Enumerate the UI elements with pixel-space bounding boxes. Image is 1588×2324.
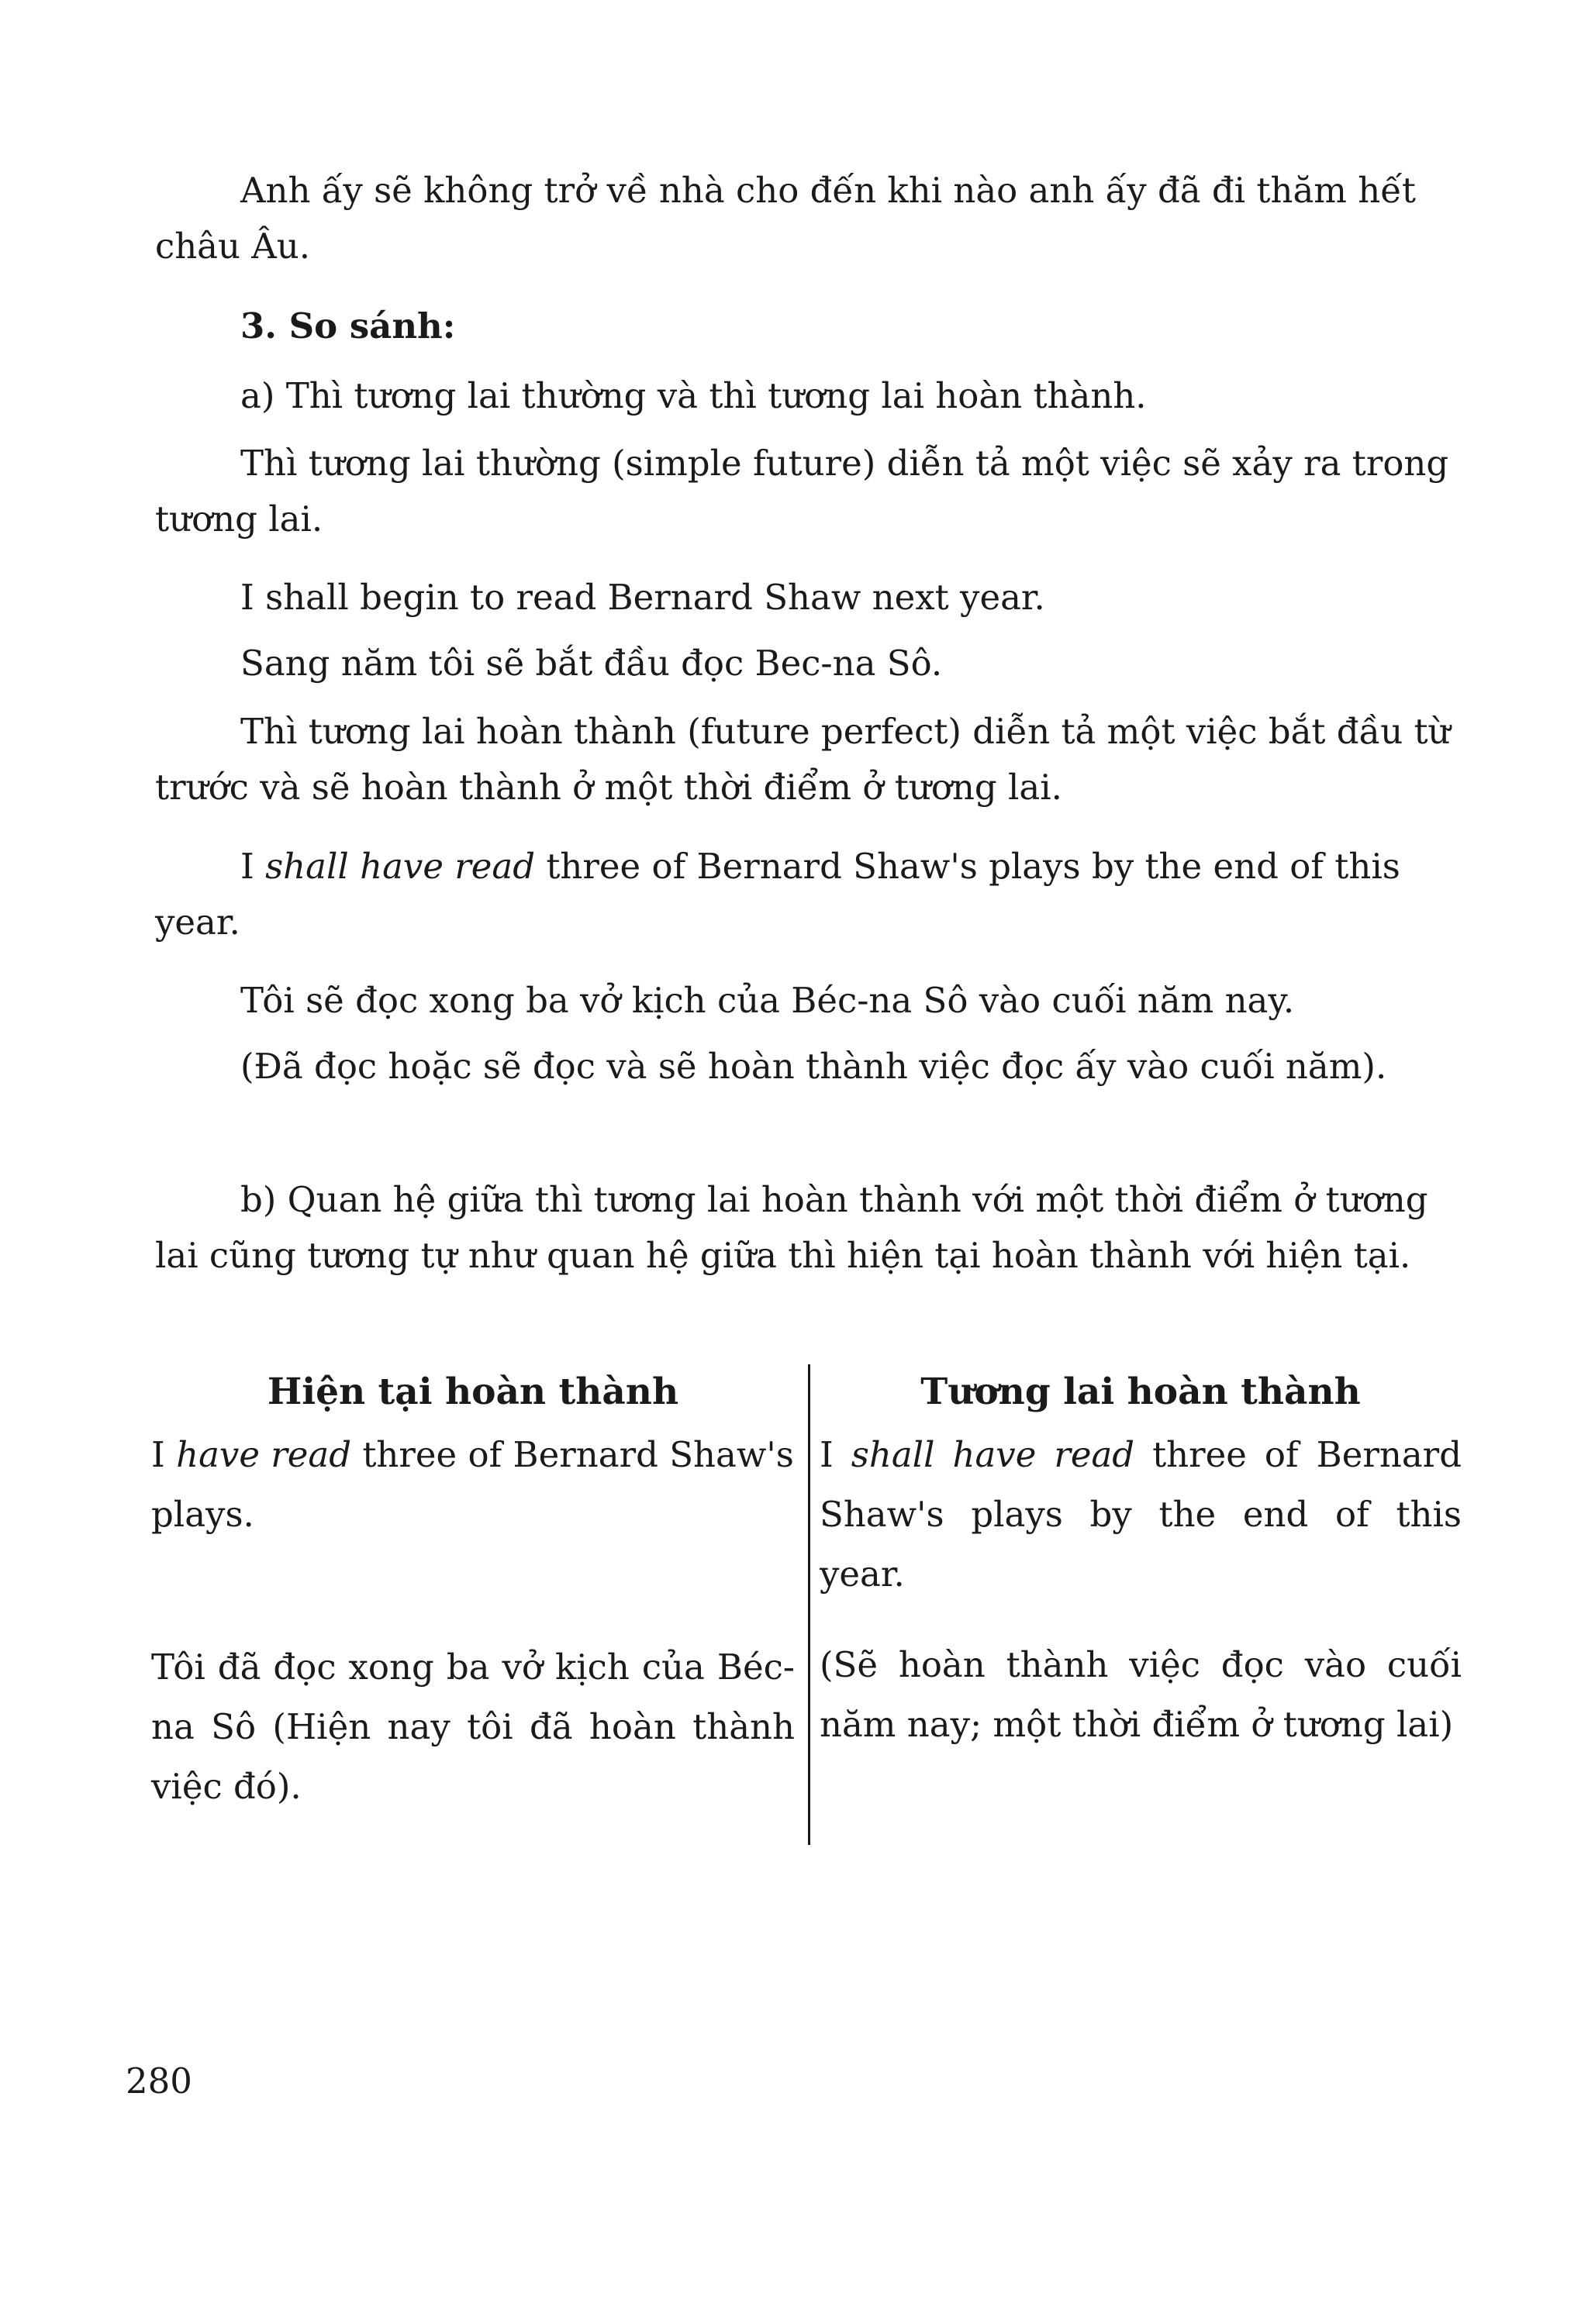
example-italic-verb: shall have read [265,846,536,887]
paragraph-subheading-a: a) Thì tương lai thường và thì tương lai hoàn thành. [240,375,1147,416]
table-header-future-perfect: Tương lai hoàn thành [920,1371,1361,1413]
cell-italic-verb: shall have read [851,1434,1135,1475]
comparison-table [151,1364,1462,1845]
cell-text-start: I [151,1434,177,1475]
cell-italic-verb: have read [176,1434,352,1475]
cell-text-start: I [820,1434,851,1475]
table-cell-future-example [820,1425,1462,1604]
paragraph-future-perfect-translation: Tôi sẽ đọc xong ba vở kịch của Béc-na Sô vào cuối năm nay. [240,980,1295,1021]
paragraph-subheading-b: b) Quan hệ giữa thì tương lai hoàn thành với một thời điểm ở tương lai cũng tương tự như quan hệ giữa thì hiện tại hoàn thành với hiện tại. [155,1179,1428,1276]
table-header-present-perfect: Hiện tại hoàn thành [267,1371,679,1413]
example-text-start: I [240,846,266,887]
page-number: 280 [126,2060,192,2102]
section-heading-comparison: 3. So sánh: [240,305,456,347]
table-column-present-perfect [151,1364,795,1816]
paragraph-note: (Đã đọc hoặc sẽ đọc và sẽ hoàn thành việc đọc ấy vào cuối năm). [240,1046,1387,1087]
paragraph-simple-future-translation: Sang năm tôi sẽ bắt đầu đọc Bec-na Sô. [240,643,943,684]
example-text-end: three of Bernard Shaw's plays by the end of this year. [155,846,1400,943]
table-cell-present-example [151,1425,795,1544]
table-column-future-perfect [820,1364,1462,1754]
paragraph-simple-future-def: Thì tương lai thường (simple future) diễn tả một việc sẽ xảy ra trong tương lai. [155,443,1449,540]
paragraph-translation-europe: Anh ấy sẽ không trở về nhà cho đến khi nào anh ấy đã đi thăm hết châu Âu. [155,170,1417,267]
paragraph-simple-future-example: I shall begin to read Bernard Shaw next year. [240,577,1045,618]
paragraph-future-perfect-example [155,839,1458,950]
cell-text-end: three of Bernard Shaw's plays. [151,1434,794,1535]
paragraph-future-perfect-def: Thì tương lai hoàn thành (future perfect) diễn tả một việc bắt đầu từ trước và sẽ hoàn thành ở một thời điểm ở tương lai. [155,711,1451,808]
table-cell-future-note: (Sẽ hoàn thành việc đọc vào cuối năm nay; một thời điểm ở tương lai) [820,1644,1462,1745]
cell-text-end: three of Bernard Shaw's plays by the end of this year. [820,1434,1462,1595]
table-cell-present-translation: Tôi đã đọc xong ba vở kịch của Béc-na Sô (Hiện nay tôi đã hoàn thành việc đó). [151,1646,795,1807]
table-divider [808,1364,810,1845]
